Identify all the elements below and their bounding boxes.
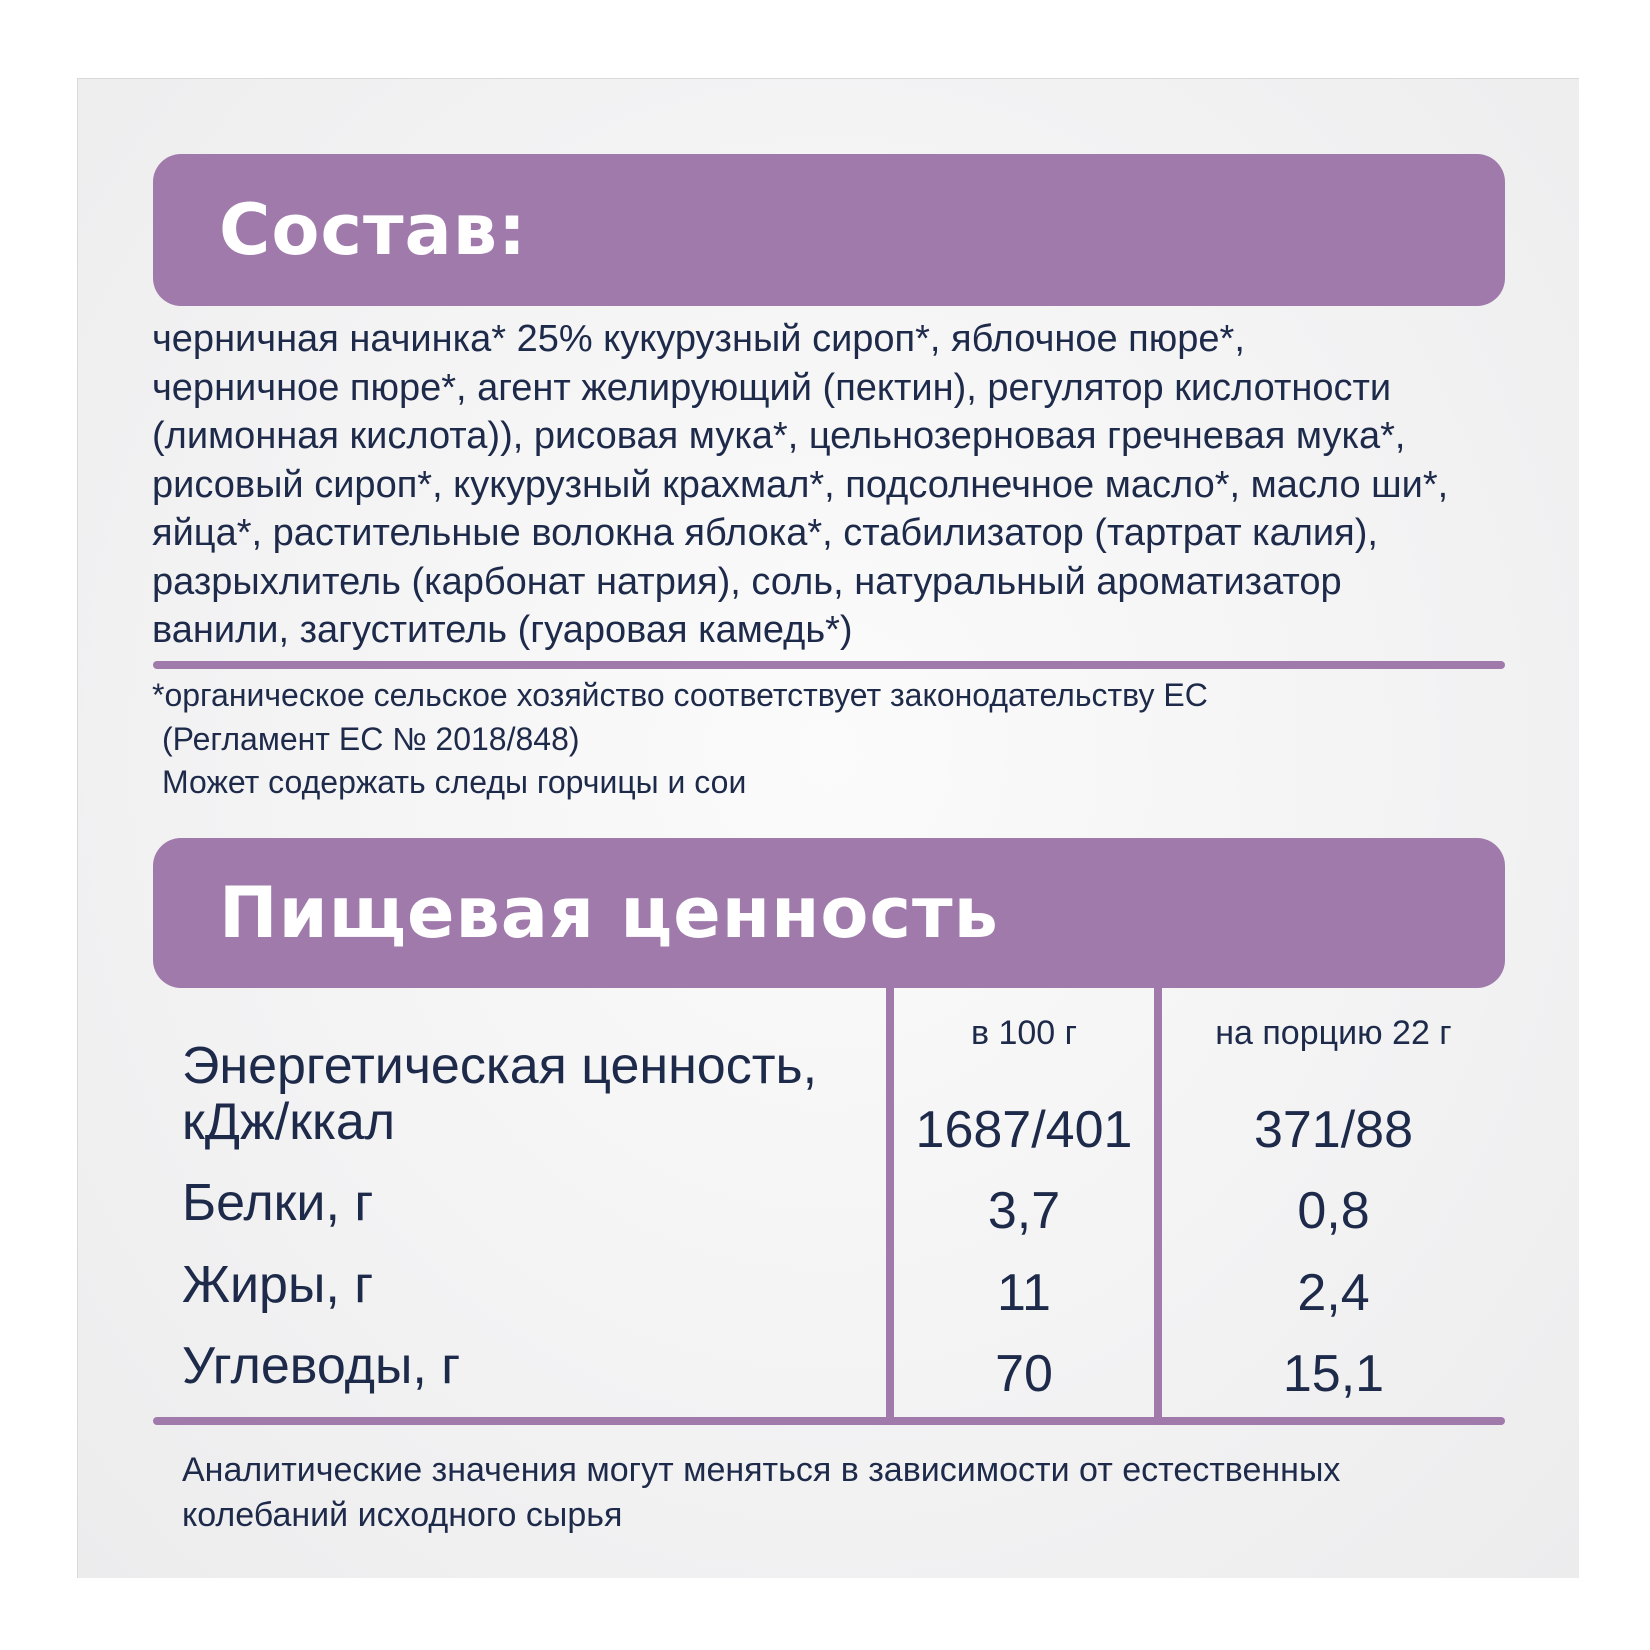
row-label-protein: Белки, г: [182, 1174, 374, 1232]
ingredients-line: черничное пюре*, агент желирующий (пектин), регулятор кислотности: [152, 366, 1392, 409]
ingredients-line: яйца*, растительные волокна яблока*, стабилизатор (тартрат калия),: [152, 512, 1378, 554]
column-separator: [886, 988, 894, 1421]
ingredients-divider: [153, 661, 1505, 669]
ingredients-text: [152, 315, 1514, 655]
footnote-line: (Регламент ЕС № 2018/848): [162, 720, 580, 757]
nutrition-title: Пищевая ценность: [219, 872, 999, 954]
cell-energy-portion: 371/88: [1253, 1101, 1414, 1159]
composition-title: Состав:: [219, 189, 528, 271]
cell-energy-per100: 1687/401: [915, 1101, 1133, 1159]
cell-carbohydrates-portion: 15,1: [1282, 1345, 1385, 1403]
row-label-carbohydrates: Углеводы, г: [182, 1337, 461, 1395]
composition-header: [153, 154, 1505, 306]
analytic-values-note: [182, 1448, 1340, 1538]
row-label-fat: Жиры, г: [182, 1256, 374, 1314]
column-separator: [1154, 988, 1162, 1421]
footnote-line: *органическое сельское хозяйство соответствует законодательству ЕС: [152, 677, 1208, 713]
footnote-line: Может содержать следы горчицы и сои: [162, 764, 747, 800]
column-header-per-100g: в 100 г: [970, 1014, 1078, 1052]
note-line: колебаний исходного сырья: [182, 1496, 623, 1534]
cell-protein-per100: 3,7: [987, 1182, 1061, 1240]
table-bottom-divider: [153, 1417, 1505, 1425]
ingredients-line: рисовый сироп*, кукурузный крахмал*, подсолнечное масло*, масло ши*,: [152, 463, 1449, 506]
row-label-energy-line1: Энергетическая ценность,: [182, 1037, 818, 1095]
organic-footnote: [152, 674, 1208, 805]
nutrition-header: [153, 838, 1505, 988]
row-label-energy: [182, 1038, 817, 1150]
cell-fat-portion: 2,4: [1297, 1264, 1370, 1322]
ingredients-line: черничная начинка* 25% кукурузный сироп*, яблочное пюре*,: [152, 318, 1245, 360]
column-header-per-portion: на порцию 22 г: [1215, 1014, 1452, 1052]
ingredients-line: (лимонная кислота)), рисовая мука*, цельнозерновая гречневая мука*,: [152, 415, 1406, 457]
cell-protein-portion: 0,8: [1297, 1182, 1370, 1240]
cell-carbohydrates-per100: 70: [995, 1345, 1053, 1403]
cell-fat-per100: 11: [997, 1264, 1051, 1322]
ingredients-line: разрыхлитель (карбонат натрия), соль, натуральный ароматизатор: [152, 560, 1342, 603]
note-line: Аналитические значения могут меняться в зависимости от естественных: [182, 1451, 1341, 1489]
row-label-energy-line2: кДж/ккал: [182, 1093, 396, 1151]
ingredients-line: ванили, загуститель (гуаровая камедь*): [152, 609, 853, 651]
